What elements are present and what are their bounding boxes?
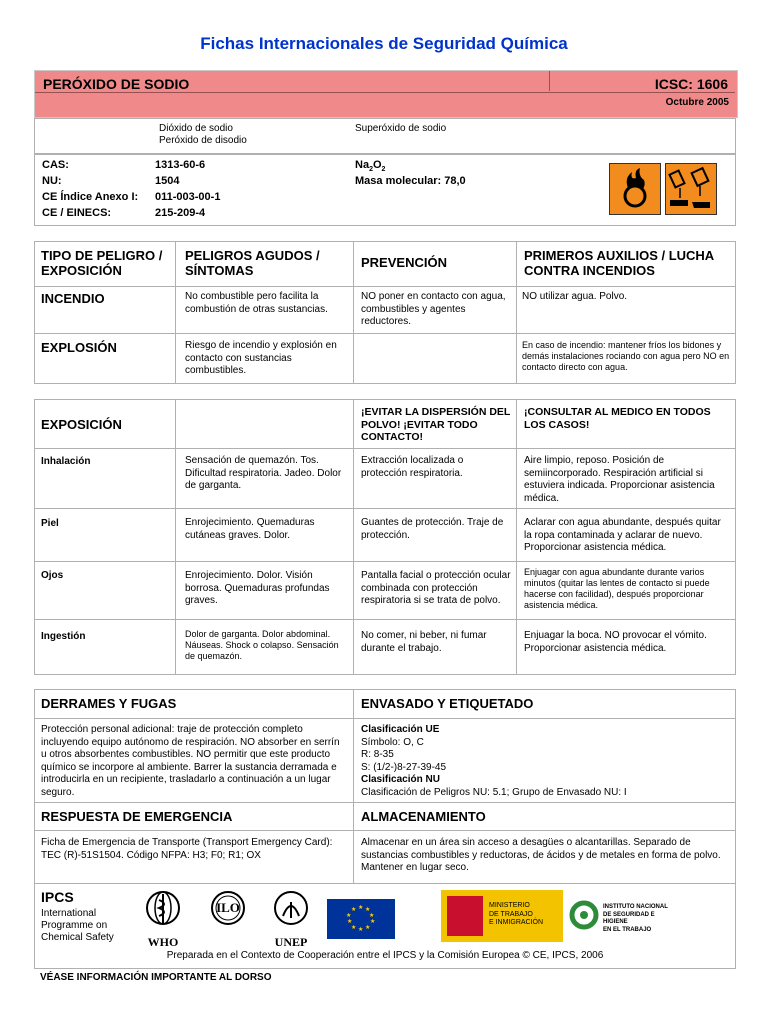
table-cell: Pantalla facial o protección ocular combinada con protección respiratoria si se trata de polvo. [361,570,511,606]
section-title: RESPUESTA DE EMERGENCIA [41,809,233,824]
ipcs-logo: IPCS [41,889,74,905]
table-cell: Enrojecimiento. Dolor. Visión borrosa. Quemaduras profundas graves. [185,570,330,606]
classification-title: Clasificación UE [361,724,440,735]
hazard-table [34,241,736,384]
svg-text:★: ★ [347,918,353,925]
section-title: ALMACENAMIENTO [361,809,486,824]
emergency-text: Ficha de Emergencia de Transporte (Transport Emergency Card): TEC (R)-51S1504. Código NFPA: H3; F0; R1; OX [41,837,333,861]
synonyms-box [34,118,736,154]
table-cell: Aire limpio, reposo. Posición de semiincorporado. Respiración artificial si estuviera indicada. Proporcionar asistencia médica. [524,455,715,504]
ipcs-subtitle: International Programme on Chemical Safety [41,908,114,943]
table-cell: Aclarar con agua abundante, después quitar la ropa contaminada y aclarar de nuevo. Proporcionar asistencia médica. [524,517,721,553]
column-header: PREVENCIÓN [361,255,447,270]
svg-text:★: ★ [370,918,376,925]
document-title: Fichas Internacionales de Seguridad Química [200,34,568,53]
id-label: CE Índice Anexo I: [42,191,139,203]
svg-text:★: ★ [358,904,364,911]
synonym: Dióxido de sodio [159,123,233,134]
table-cell: Extracción localizada o protección respiratoria. [361,455,464,479]
cooperation-credit: Preparada en el Contexto de Cooperación entre el IPCS y la Comisión Europea © CE, IPCS, 2006 [166,950,604,961]
table-cell: Enjuagar con agua abundante durante varios minutos (quitar las lentes de contacto si puede hacerse con facilidad), después proporcionar asistencia médica. [524,567,710,610]
ministry-logo: MINISTERIO DE TRABAJO E INMIGRACIÓN [441,890,563,942]
header-rule [35,92,735,93]
svg-text:★: ★ [358,926,364,933]
symbol-text: Símbolo: O, C [361,736,424,748]
ilo-logo: ILO [201,890,255,942]
r-phrases: R: 8-35 [361,749,394,760]
packaging-details [361,724,731,799]
identifiers-box [34,154,736,226]
revision-date: Octubre 2005 [665,97,729,108]
synonym: Superóxido de sodio [355,123,447,134]
header-divider [549,71,550,91]
info-sections [34,689,736,969]
exposure-header: EXPOSICIÓN [41,417,122,432]
table-cell: Sensación de quemazón. Tos. Dificultad respiratoria. Jadeo. Dolor de garganta. [185,455,342,491]
molecular-formula: $Na_2O_2$ [355,159,386,174]
row-label: Piel [41,518,59,529]
nu-classification: Clasificación de Peligros NU: 5.1; Grupo de Envasado NU: I [361,786,627,798]
who-logo: WHO [135,890,191,942]
section-title: DERRAMES Y FUGAS [41,696,177,711]
table-cell: NO utilizar agua. Polvo. [522,291,628,302]
prevention-header: ¡EVITAR LA DISPERSIÓN DEL POLVO! ¡EVITAR TODO CONTACTO! [361,406,511,443]
s-phrases: S: (1/2-)8-27-39-45 [361,761,447,773]
svg-text:★: ★ [365,906,371,913]
id-value: 1504 [155,175,180,187]
eu-flag-icon [327,899,395,939]
row-label: Inhalación [41,456,91,467]
id-label: CAS: [42,159,69,171]
chemical-name: PERÓXIDO DE SODIO [43,76,190,92]
classification-title: Clasificación NU [361,774,440,785]
unep-logo: UNEP [263,890,319,942]
important-notice: VÉASE INFORMACIÓN IMPORTANTE AL DORSO [40,972,272,983]
id-label: NU: [42,175,62,187]
chemical-header [34,70,738,118]
corrosive-icon [665,163,717,215]
coat-of-arms-icon [447,896,483,936]
svg-text:★: ★ [346,912,352,919]
aid-header: ¡CONSULTAR AL MEDICO EN TODOS LOS CASOS! [524,406,711,431]
id-label: CE / EINECS: [42,207,112,219]
synonym: Peróxido de disodio [159,135,247,146]
table-cell: Dolor de garganta. Dolor abdominal. Náuseas. Shock o colapso. Sensación de quemazón. [185,629,339,661]
table-cell: Enrojecimiento. Quemaduras cutáneas graves. Dolor. [185,517,315,541]
column-header: PRIMEROS AUXILIOS / LUCHA CONTRA INCENDIOS [524,248,714,278]
oxidizer-icon [609,163,661,215]
id-value: 215-209-4 [155,207,206,219]
svg-text:★: ★ [351,906,357,913]
exposure-table [34,399,736,675]
section-title: ENVASADO Y ETIQUETADO [361,696,534,711]
insht-logo: INSTITUTO NACIONAL DE SEGURIDAD E HIGIENE EN EL TRABAJO [567,890,679,942]
id-value: 1313-60-6 [155,159,206,171]
table-cell: NO poner en contacto con agua, combustibles y agentes reductores. [361,291,506,327]
row-label: Ingestión [41,631,86,642]
table-cell: En caso de incendio: mantener fríos los bidones y demás instalaciones rociando con agua pero NO en contacto directo con agua. [522,340,730,372]
table-cell: No comer, ni beber, ni fumar durante el trabajo. [361,630,487,654]
storage-text: Almacenar en un área sin acceso a desagües o alcantarillas. Separado de sustancias combustibles y reductoras, de ácidos y de metales en forma de polvo. Mantener en lugar seco. [361,837,721,873]
table-cell: Guantes de protección. Traje de protección. [361,517,504,541]
molecular-mass: Masa molecular: 78,0 [355,175,466,187]
column-header: TIPO DE PELIGRO / EXPOSICIÓN [41,248,163,278]
id-value: 011-003-00-1 [155,191,221,203]
table-cell: No combustible pero facilita la combustión de otras sustancias. [185,291,328,315]
icsc-number: ICSC: 1606 [654,76,728,92]
row-label: INCENDIO [41,291,105,306]
table-cell: Enjuagar la boca. NO provocar el vómito. Proporcionar asistencia médica. [524,630,707,654]
spills-text: Protección personal adicional: traje de protección completo incluyendo equipo autónomo de respiración. NO absorber en serrín u otros absorbentes combustibles. NO permitir que este producto químico se incorpore al ambiente. Barrer la sustancia derramada e introducirla en un recipiente, trasladarlo a continuación a un lugar seguro. [41,724,340,798]
column-header: PELIGROS AGUDOS / SÍNTOMAS [185,248,320,278]
svg-text:★: ★ [365,924,371,931]
svg-text:★: ★ [351,924,357,931]
table-cell: Riesgo de incendio y explosión en contacto con sustancias combustibles. [185,340,337,376]
row-label: Ojos [41,570,64,581]
svg-text:★: ★ [369,912,375,919]
row-label: EXPLOSIÓN [41,340,117,355]
